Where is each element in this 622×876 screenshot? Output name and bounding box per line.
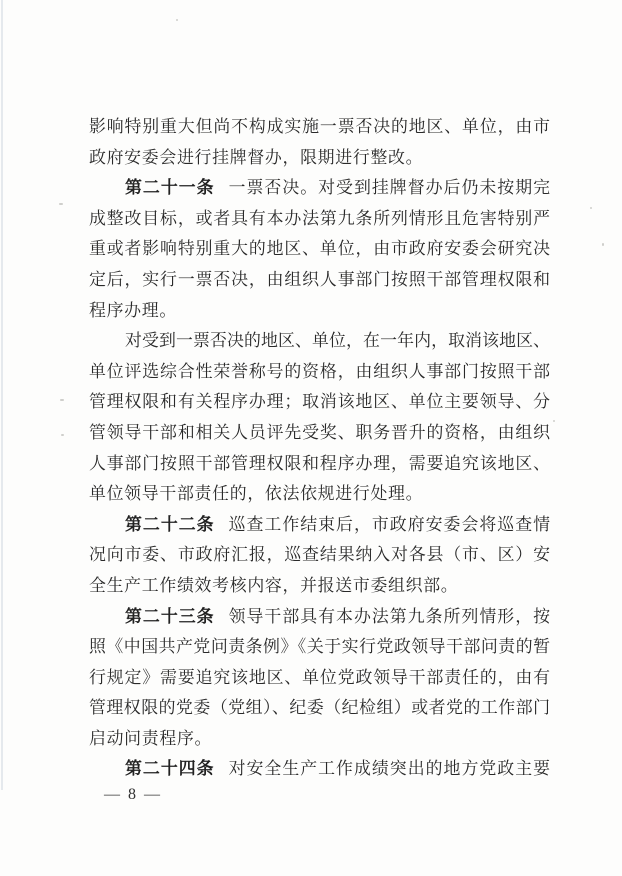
line-text: 对受到一票否决的地区、单位，在一年内，取消该地区、	[125, 331, 550, 351]
line-text: 政府安委会进行挂牌督办，限期进行整改。	[89, 147, 424, 167]
scan-speck	[60, 399, 64, 401]
text-line	[89, 143, 550, 174]
text-line	[89, 173, 550, 204]
line-text: 管领导干部和相关人员评先受奖、职务晋升的资格，由组织	[89, 422, 550, 442]
line-text: 成整改目标，或者具有本办法第九条所列情形且危害特别严	[89, 208, 550, 228]
line-text: 影响特别重大但尚不构成实施一票否决的地区、单位，由市	[89, 117, 550, 136]
line-text: 全生产工作绩效考核内容，并报送市委组织部。	[89, 575, 459, 595]
text-line	[89, 632, 550, 663]
line-text: 领导干部具有本办法第九条所列情形，按	[228, 606, 550, 626]
line-text: 启动问责程序。	[89, 728, 213, 748]
text-line	[89, 510, 550, 541]
text-line	[89, 357, 550, 388]
article-heading: 第二十三条	[125, 606, 215, 626]
line-text: 对安全生产工作成绩突出的地方党政主要	[228, 759, 550, 779]
line-text: 行规定》需要追究该地区、单位党政领导干部责任的，由有	[89, 667, 550, 687]
article-heading: 第二十四条	[125, 759, 215, 779]
line-text: 重或者影响特别重大的地区、单位，由市政府安委会研究决	[89, 239, 550, 259]
text-line	[89, 663, 550, 694]
article-heading: 第二十二条	[125, 514, 215, 534]
line-text: 一票否决。对受到挂牌督办后仍未按期完	[228, 178, 550, 198]
text-line	[89, 449, 550, 480]
scan-speck	[553, 420, 555, 422]
text-line	[89, 265, 550, 296]
text-line	[89, 540, 550, 571]
page-number: — 8 —	[104, 786, 162, 803]
text-line	[89, 387, 550, 418]
line-text: 定后，实行一票否决，由组织人事部门按照干部管理权限和	[89, 269, 550, 289]
line-text: 管理权限的党委（党组）、纪委（纪检组）或者党的工作部门	[89, 698, 550, 718]
text-line	[89, 724, 550, 755]
article-heading: 第二十一条	[125, 178, 215, 198]
document-body	[89, 112, 550, 785]
scan-speck	[602, 243, 604, 246]
line-text: 照《中国共产党问责条例》《关于实行党政领导干部问责的暂	[89, 637, 550, 657]
text-line	[89, 571, 550, 602]
line-text: 程序办理。	[89, 300, 177, 320]
line-text: 人事部门按照干部管理权限和程序办理，需要追究该地区、	[89, 453, 550, 473]
line-text: 巡查工作结束后，市政府安委会将巡查情	[228, 514, 550, 534]
line-text: 管理权限和有关程序办理；取消该地区、单位主要领导、分	[89, 392, 550, 412]
line-text: 单位评选综合性荣誉称号的资格，由组织人事部门按照干部	[89, 361, 550, 381]
scan-speck	[590, 207, 592, 209]
text-line	[89, 693, 550, 724]
text-line	[89, 418, 550, 449]
text-line	[89, 602, 550, 633]
scan-speck	[61, 434, 64, 436]
scan-speck	[176, 19, 178, 21]
scan-edge-artifact	[1, 0, 3, 790]
text-line	[89, 754, 550, 785]
text-line	[89, 296, 550, 327]
line-text: 况向市委、市政府汇报，巡查结果纳入对各县（市、区）安	[89, 545, 550, 565]
text-line	[89, 204, 550, 235]
text-line	[89, 112, 550, 143]
text-line	[89, 234, 550, 265]
text-line	[89, 479, 550, 510]
scan-speck	[59, 203, 63, 205]
text-line	[89, 326, 550, 357]
line-text: 单位领导干部责任的，依法依规进行处理。	[89, 484, 424, 504]
